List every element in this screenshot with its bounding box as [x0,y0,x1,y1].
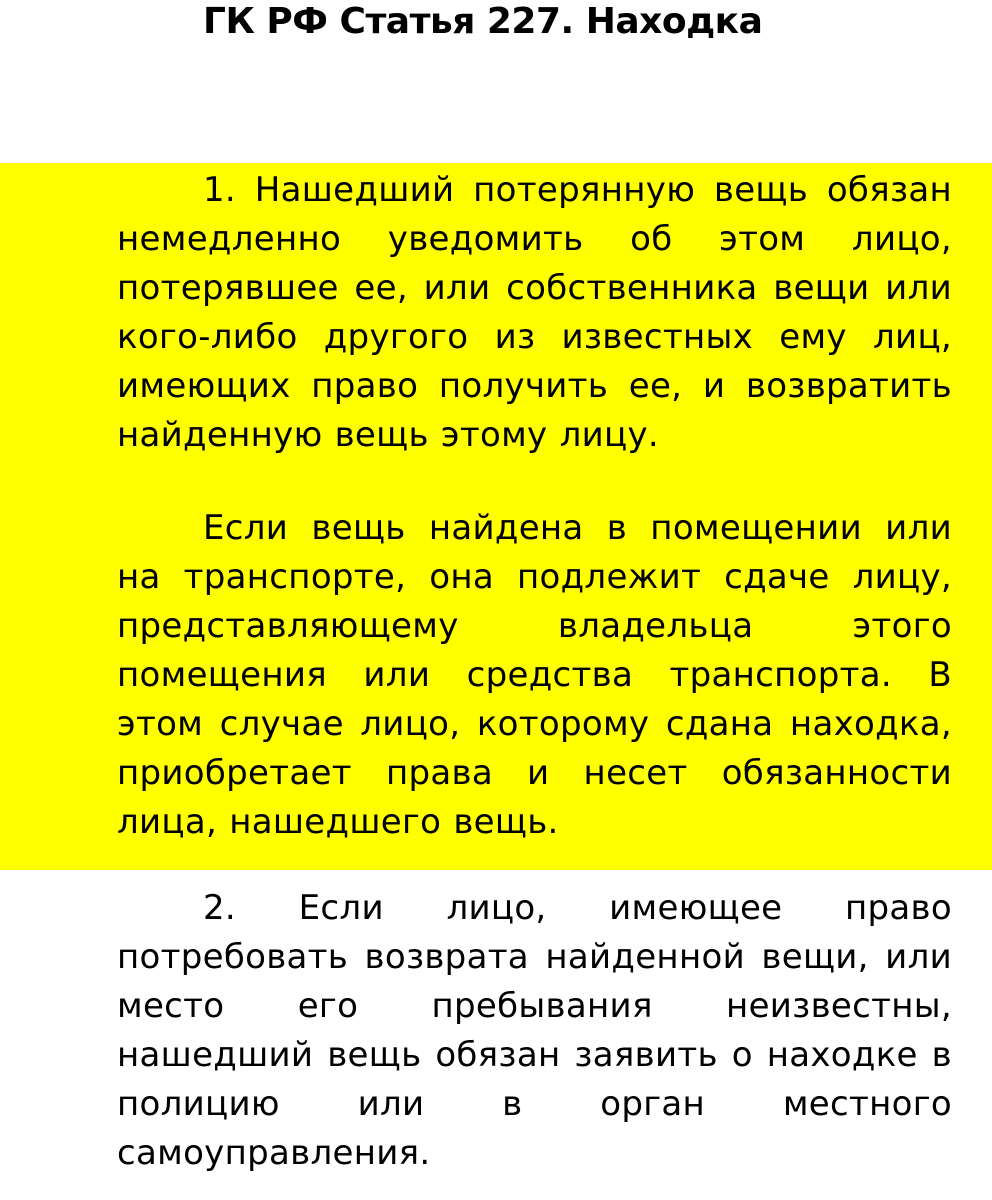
paragraph-1: 1. Нашедший потерянную вещь обязан немедленно уведомить об этом лицо, потерявшее ее, или собственника вещи или кого-либо другого из известных ему лиц, имеющих право получить ее, и возвратить найденную вещь этому лицу. [117,170,952,455]
paragraph-2: Если вещь найдена в помещении или на транспорте, она подлежит сдаче лицу, представляющему владельца этого помещения или средства транспорта. В этом случае лицо, которому сдана находка, приобретает права и несет обязанности лица, нашедшего вещь. [117,508,952,842]
paragraph-3: 2. Если лицо, имеющее право потребовать возврата найденной вещи, или место его пребывания неизвестны, нашедший вещь обязан заявить о находке в полицию или в орган местного самоуправления. [117,888,952,1173]
article-title: ГК РФ Статья 227. Находка [203,1,763,42]
